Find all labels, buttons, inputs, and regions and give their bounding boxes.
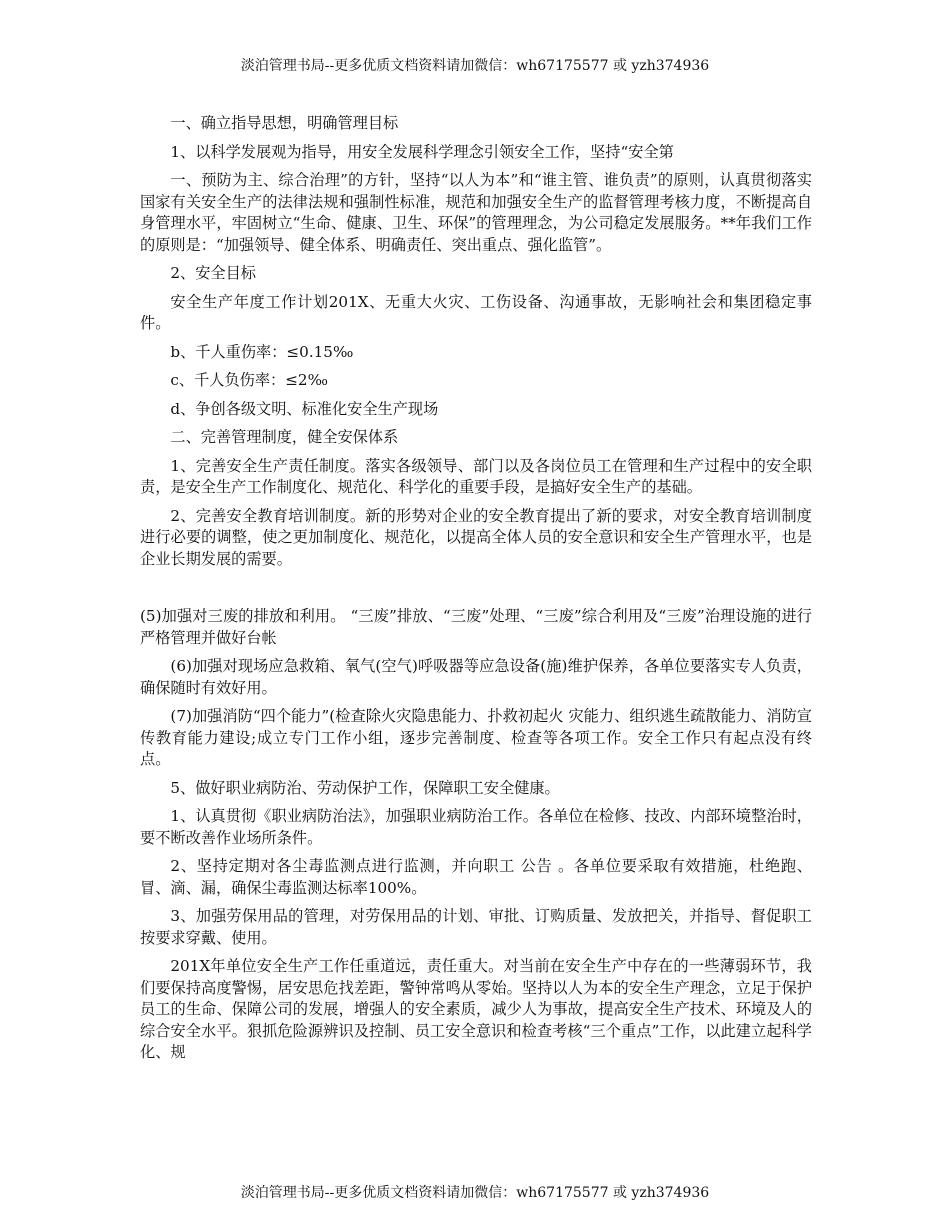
paragraph-guiding-principle-first-line: 1、以科学发展观为指导，用安全发展科学理念引领安全工作，坚持“安全第 [170,142,674,161]
section-5-heading: 5、做好职业病防治、劳动保护工作，保障职工安全健康。 [170,778,560,797]
section5-item-2: 2、坚持定期对各尘毒监测点进行监测，并向职工 公告 。各单位要采取有效措施，杜绝跑、冒、滴、漏，确保尘毒监测达标率100%。 [140,857,812,897]
goal-item-c: c、千人负伤率：≤2‰ [170,371,328,389]
safety-goal-heading: 2、安全目标 [170,264,256,282]
section2-item-2: 2、完善安全教育培训制度。新的形势对企业的安全教育提出了新的要求，对安全教育培训制度进行必要的调整，使之更加制度化、规范化，以提高全体人员的安全意识和安全生产管理水平，也是企业长期发展的需要。 [140,506,812,568]
item-7-fire-capabilities: (7)加强消防“四个能力”(检查除火灾隐患能力、扑救初起火 灾能力、组织逃生疏散能力、消防宣传教育能力建设;成立专门工作小组，逐步完善制度、检查等各项工作。安全工作只有起点没有终点。 [140,707,812,768]
goal-item-b: b、千人重伤率：≤0.15‰ [170,342,354,361]
section5-item-3: 3、加强劳保用品的管理，对劳保用品的计划、审批、订购质量、发放把关，并指导、督促职工按要求穿戴、使用。 [140,907,812,947]
safety-goal-text: 安全生产年度工作计划201X、无重大火灾、工伤设备、沟通事故，无影响社会和集团稳定事件。 [140,292,812,332]
closing-paragraph: 201X年单位安全生产工作任重道远，责任重大。对当前在安全生产中存在的一些薄弱环节，我们要保持高度警惕，居安思危找差距，警钟常鸣从零始。坚持以人为本的安全生产理念，立足于保护员工的生命、保障公司的发展，增强人的安全素质，减少人为事故，提高安全生产技术、环境及人的综合安全水平。狠抓危险源辨识及控制、员工安全意识和检查考核“三个重点”工作，以此建立起科学化、规 [140,957,812,1061]
section-heading-1: 一、确立指导思想，明确管理目标 [170,114,399,132]
section-heading-2: 二、完善管理制度，健全安保体系 [170,428,399,446]
item-5-three-wastes: (5)加强对三废的排放和利用。 “三废”排放、“三废”处理、“三废”综合利用及“三废”治理设施的进行严格管理并做好台帐 [140,607,812,647]
page-header: 淡泊管理书局--更多优质文档资料请加微信：wh67175577 或 yzh374936 [240,58,710,74]
section5-item-1: 1、认真贯彻《职业病防治法》，加强职业病防治工作。各单位在检修、技改、内部环境整治时，要不断改善作业场所条件。 [140,807,812,847]
paragraph-guiding-principle-continued: 一、预防为主、综合治理”的方针，坚持“以人为本”和“谁主管、谁负责”的原则，认真贯彻落实国家有关安全生产的法律法规和强制性标准，规范和加强安全生产的监督管理考核力度，不断提高自身管理水平，牢固树立“生命、健康、卫生、环保”的管理理念，为公司稳定发展服务。**年我们工作的原则是：“加强领导、健全体系、明确责任、突出重点、强化监管”。 [140,171,812,254]
page-footer: 淡泊管理书局--更多优质文档资料请加微信：wh67175577 或 yzh374936 [240,1185,710,1201]
document-body [140,113,812,1064]
goal-item-d: d、争创各级文明、标准化安全生产现场 [170,399,439,418]
item-6-emergency-equipment: (6)加强对现场应急救箱、氧气(空气)呼吸器等应急设备(施)维护保养，各单位要落实专人负责，确保随时有效好用。 [140,657,812,697]
section2-item-1: 1、完善安全生产责任制度。落实各级领导、部门以及各岗位员工在管理和生产过程中的安全职责，是安全生产工作制度化、规范化、科学化的重要手段，是搞好安全生产的基础。 [140,456,812,496]
